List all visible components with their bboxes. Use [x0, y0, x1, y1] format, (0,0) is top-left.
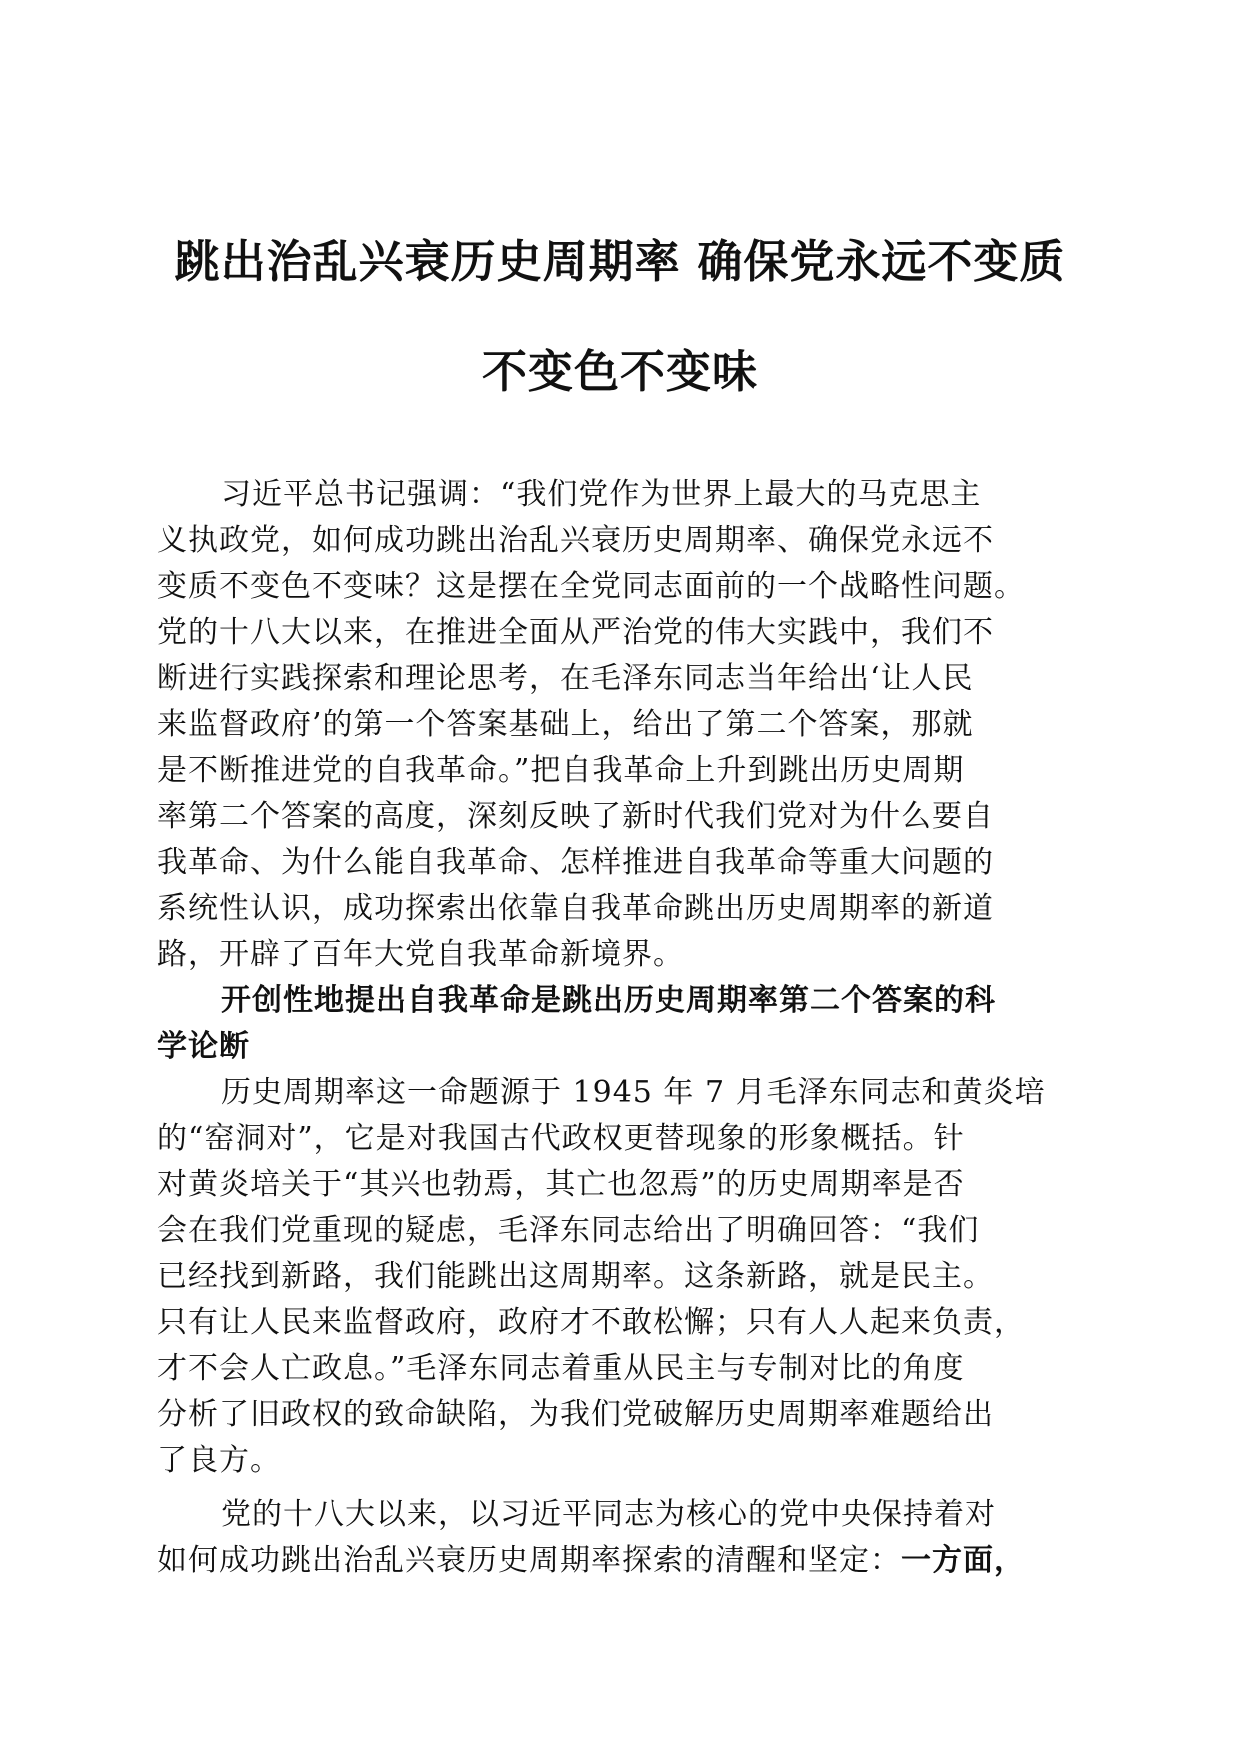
- paragraph-line: 分析了旧政权的致命缺陷，为我们党破解历史周期率难题给出: [157, 1397, 994, 1432]
- paragraph-line: 来监督政府’的第一个答案基础上，给出了第二个答案，那就: [157, 707, 974, 742]
- paragraph-line: 已经找到新路，我们能跳出这周期率。这条新路，就是民主。: [157, 1259, 994, 1294]
- paragraph-line: 的“窑洞对”，它是对我国古代政权更替现象的形象概括。针: [157, 1121, 965, 1156]
- paragraph-line: 变质不变色不变味？这是摆在全党同志面前的一个战略性问题。: [157, 569, 1025, 604]
- document-title-line-1: 跳出治乱兴衰历史周期率 确保党永远不变质: [174, 235, 1066, 288]
- paragraph-line: 党的十八大以来，在推进全面从严治党的伟大实践中，我们不: [157, 615, 994, 650]
- paragraph-line: 系统性认识，成功探索出依靠自我革命跳出历史周期率的新道: [157, 891, 994, 926]
- paragraph-line: 我革命、为什么能自我革命、怎样推进自我革命等重大问题的: [157, 845, 994, 880]
- paragraph-line: 习近平总书记强调：“我们党作为世界上最大的马克思主: [221, 477, 982, 512]
- document-title-line-2: 不变色不变味: [481, 345, 758, 398]
- paragraph-line-mixed: [157, 1538, 1087, 1584]
- section-heading-line: 开创性地提出自我革命是跳出历史周期率第二个答案的科: [221, 983, 996, 1018]
- section-heading-line: 学论断: [157, 1029, 250, 1064]
- paragraph-line: 党的十八大以来，以习近平同志为核心的党中央保持着对: [221, 1497, 996, 1532]
- paragraph-line: 只有让人民来监督政府，政府才不敢松懈；只有人人起来负责，: [157, 1305, 1025, 1340]
- section-heading: [157, 978, 1087, 1070]
- document-body: [157, 472, 1087, 1584]
- paragraph-line: 对黄炎培关于“其兴也勃焉，其亡也忽焉”的历史周期率是否: [157, 1167, 965, 1202]
- paragraph-line: 率第二个答案的高度，深刻反映了新时代我们党对为什么要自: [157, 799, 994, 834]
- paragraph-line: 断进行实践探索和理论思考，在毛泽东同志当年给出‘让人民: [157, 661, 974, 696]
- paragraph-line-bold-text: 一方面，: [901, 1543, 1025, 1578]
- paragraph-line: 路，开辟了百年大党自我革命新境界。: [157, 937, 684, 972]
- paragraph-line: 历史周期率这一命题源于 1945 年 7 月毛泽东同志和黄炎培: [221, 1075, 1046, 1110]
- paragraph-line: 了良方。: [157, 1443, 281, 1478]
- paragraph-line: 才不会人亡政息。”毛泽东同志着重从民主与专制对比的角度: [157, 1351, 965, 1386]
- paragraph-2: [157, 1070, 1087, 1484]
- paragraph-line: 是不断推进党的自我革命。”把自我革命上升到跳出历史周期: [157, 753, 965, 788]
- paragraph-spacer: [157, 1484, 1087, 1492]
- paragraph-3: [157, 1492, 1087, 1584]
- paragraph-line: 会在我们党重现的疑虑，毛泽东同志给出了明确回答：“我们: [157, 1213, 980, 1248]
- paragraph-line: 义执政党，如何成功跳出治乱兴衰历史周期率、确保党永远不: [157, 523, 994, 558]
- paragraph-1: [157, 472, 1087, 978]
- paragraph-line-text: 如何成功跳出治乱兴衰历史周期率探索的清醒和坚定：: [157, 1543, 901, 1578]
